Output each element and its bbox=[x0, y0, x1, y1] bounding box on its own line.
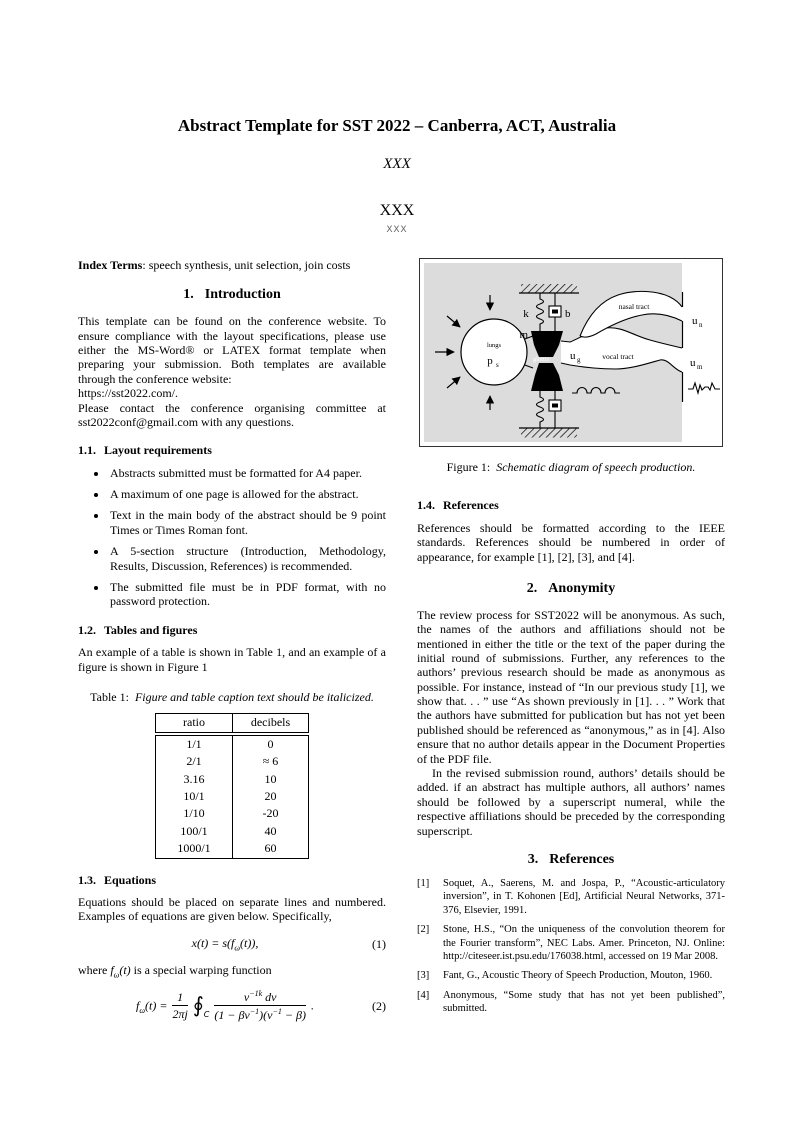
table-cell: 10/1 bbox=[183, 788, 205, 803]
table-cell: 10 bbox=[232, 771, 308, 788]
section-heading-introduction: 1. Introduction bbox=[183, 287, 281, 303]
ps-sub-label: s bbox=[496, 361, 499, 369]
table-cell: 1/1 bbox=[186, 736, 202, 751]
nasal-tract-label: nasal tract bbox=[618, 302, 650, 311]
table-cell: 40 bbox=[232, 823, 308, 840]
table-header-cell: ratio bbox=[183, 715, 205, 730]
list-item: • Text in the main body of the abstract should be 9 point Times or Times Roman font. bbox=[108, 508, 386, 537]
subsection-heading-equations: 1.3. Equations bbox=[78, 872, 157, 887]
un-label: u bbox=[692, 315, 698, 327]
layout-requirements-list bbox=[78, 466, 386, 609]
figure-1-svg bbox=[420, 259, 722, 446]
ceiling-hatch bbox=[521, 284, 577, 293]
table-cell: ≈ 6 bbox=[232, 753, 308, 770]
index-terms bbox=[78, 258, 386, 272]
references-format-paragraph: References should be formatted according to the IEEE standards. References should be numbered in order of appearance, for example [1], [2], [3], and [4]. bbox=[417, 520, 725, 564]
tables-figures-paragraph: An example of a table is shown in Table 1, and an example of a figure is shown in Figure 1 bbox=[78, 645, 386, 674]
floor-hatch bbox=[521, 429, 577, 438]
figure-caption: Figure 1: Schematic diagram of speech production. bbox=[446, 460, 696, 474]
intro-paragraph: This template can be found on the conference website. To ensure compliance with the layout specifications, please use either the MS-Word® or LATEX format template when preparing your submission. Both templates are available through the conference website: bbox=[78, 314, 386, 386]
table-cell: 0 bbox=[232, 736, 308, 753]
conference-url-link[interactable]: https://sst2022.com/. bbox=[78, 386, 179, 401]
um-sub-label: m bbox=[697, 363, 703, 371]
reference-item: [2] Stone, H.S., “On the uniqueness of the convolution theorem for the Fourier transform”, NEC Labs. Amer. Princeton, NJ. Online: http://citeseer.ist.psu.edu/176038.html, accessed on 19 Mar 2008. bbox=[417, 924, 725, 962]
paper-header bbox=[0, 116, 794, 236]
table-1-body bbox=[155, 735, 309, 859]
index-terms-label: Index Terms bbox=[78, 258, 143, 272]
un-sub-label: n bbox=[699, 321, 703, 329]
author-placeholder: XXX bbox=[383, 156, 411, 172]
lungs-shape bbox=[461, 319, 527, 385]
table-cell: 1000/1 bbox=[177, 841, 211, 856]
ug-sub-label: g bbox=[577, 356, 581, 364]
table-cell: 3.16 bbox=[183, 771, 205, 786]
email-link[interactable]: sst2022conf@gmail.com bbox=[78, 414, 199, 429]
ug-label: u bbox=[570, 350, 576, 362]
subsection-heading-tables-figures: 1.2. Tables and figures bbox=[78, 622, 198, 637]
equations-paragraph: Equations should be placed on separate lines and numbered. Examples of equations are given below. Specifically, bbox=[78, 894, 386, 924]
table-cell: 1/10 bbox=[183, 806, 205, 821]
vocal-tract-label: vocal tract bbox=[602, 352, 634, 361]
list-item: • A 5-section structure (Introduction, Methodology, Results, Discussion, References) is recommended. bbox=[108, 544, 386, 573]
subsection-heading-layout-requirements: 1.1. Layout requirements bbox=[78, 443, 212, 458]
contour-integral-symbol: $∮_C$ bbox=[192, 993, 210, 1020]
equation-number: (2) bbox=[372, 999, 386, 1014]
reference-item: [4] Anonymous, “Some study that has not yet been published”, submitted. bbox=[417, 989, 725, 1015]
list-item: • Abstracts submitted must be formatted for A4 paper. bbox=[108, 466, 386, 480]
equation-2: $f_\omega(t)$ = $\frac{1}{2\pi j}$ $∮_C$ $\frac{\nu^{-1k} d\nu}{(1 - \beta\nu^{-1})(\nu^{-1} - \beta)}$ . (2) bbox=[136, 988, 386, 1023]
anonymity-paragraph-2: In the revised submission round, authors’ details should be added. if an abstract has multiple authors, all authors’ names should be followed by a superscript numeral, while the respective affiliations should be preceded by the corresponding superscript. bbox=[417, 766, 725, 838]
left-column bbox=[78, 258, 386, 1033]
anonymity-paragraph-1: The review process for SST2022 will be anonymous. As such, the names of the authors and affiliations should not be mentioned in either the title or the text of the paper during the initial round of submissions. Further, any references to the authors’ previous research should be made as anonymous as possible. For instance, instead of “In our previous study [1], we show that. . . ” use “As shown previously in [1]. . . ” Work that the authors have submitted for publication but has not yet been published should be referenced as “anonymous,” as in [4]. Also ensure that no author details appear in the Document Properties of the PDF file. bbox=[417, 607, 725, 766]
reference-item: [3] Fant, G., Acoustic Theory of Speech Production, Mouton, 1960. bbox=[417, 970, 713, 982]
equation-number: (1) bbox=[372, 936, 386, 951]
section-heading-anonymity: 2. Anonymity bbox=[526, 580, 616, 596]
subsection-heading-references: 1.4. References bbox=[417, 498, 499, 513]
table-cell: 100/1 bbox=[180, 823, 208, 838]
affiliation-placeholder: XXX bbox=[379, 202, 415, 219]
equation-1: $x(t) = s(f_\omega(t))$, (1) bbox=[191, 935, 386, 953]
mass-m-label: m bbox=[519, 329, 528, 341]
table-cell: 2/1 bbox=[186, 754, 202, 769]
email-placeholder: XXX bbox=[386, 225, 408, 236]
table-header-cell: decibels bbox=[232, 714, 308, 731]
table-caption: Table 1: Figure and table caption text should be italicized. bbox=[90, 690, 374, 704]
damper-b-label: b bbox=[565, 308, 571, 320]
table-cell: 20 bbox=[232, 788, 308, 805]
table-cell: 60 bbox=[232, 840, 308, 857]
contact-paragraph: Please contact the conference organising committee at sst2022conf@gmail.com with any questions. bbox=[78, 400, 386, 429]
list-item: • A maximum of one page is allowed for the abstract. bbox=[108, 487, 386, 501]
where-line: where $f_\omega(t)$ is a special warping function bbox=[78, 962, 272, 980]
reference-item: [1] Soquet, A., Saerens, M. and Jospa, P., “Acoustic-articulatory inversion”, in T. Kohonen [Ed], Artificial Neural Networks, 371-376, Elsevier, 1991. bbox=[417, 877, 725, 916]
table-1-header bbox=[155, 713, 309, 732]
figure-speech-production bbox=[419, 258, 723, 447]
table-cell: -20 bbox=[232, 805, 308, 822]
um-label: u bbox=[690, 357, 696, 369]
spring-k-label: k bbox=[523, 308, 529, 320]
page-title: Abstract Template for SST 2022 – Canberra, ACT, Australia bbox=[177, 116, 617, 135]
lungs-label: lungs bbox=[486, 342, 502, 349]
right-column bbox=[417, 258, 725, 1022]
list-item: • The submitted file must be in PDF format, with no password protection. bbox=[108, 580, 386, 609]
table-1-wrap bbox=[78, 713, 386, 858]
section-heading-reference-list: 3. References bbox=[527, 852, 615, 867]
index-terms-value: : speech synthesis, unit selection, join costs bbox=[142, 258, 351, 272]
ps-label: p bbox=[487, 355, 493, 367]
glottis-label: glottis bbox=[532, 356, 550, 363]
